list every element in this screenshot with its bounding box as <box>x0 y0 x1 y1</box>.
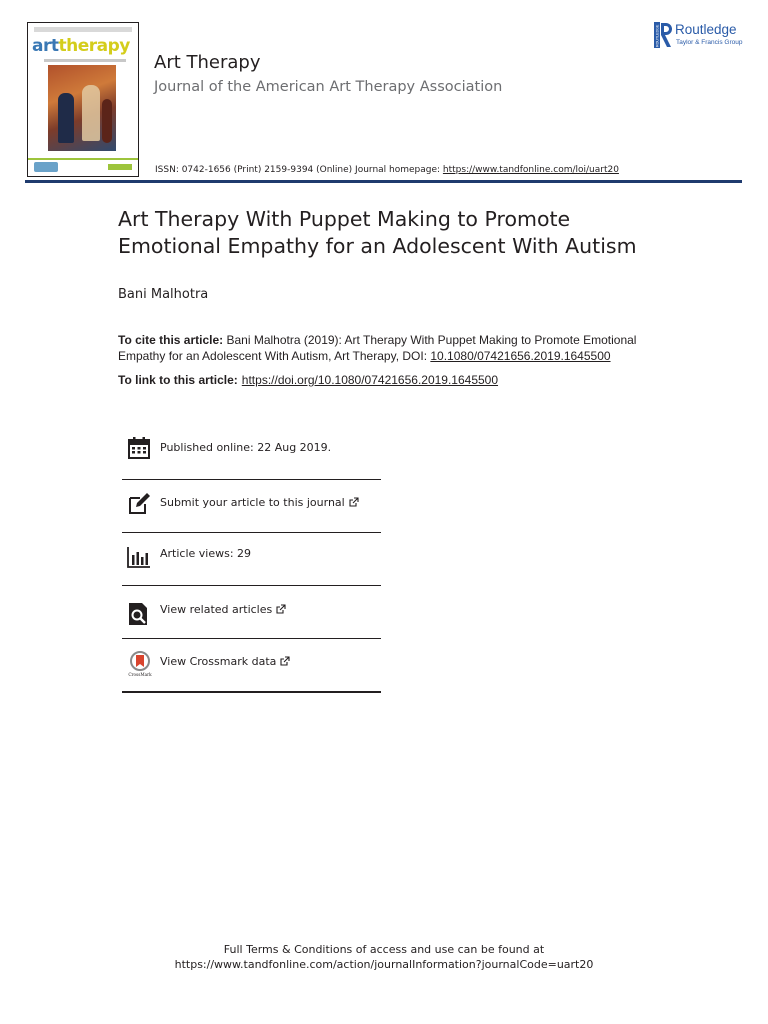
cover-masthead-therapy: therapy <box>58 36 130 56</box>
article-views: Article views: 29 <box>160 547 252 560</box>
terms-footer-url[interactable]: https://www.tandfonline.com/action/journalInformation?journalCode=uart20 <box>174 958 594 971</box>
issn-text: ISSN: 0742-1656 (Print) 2159-9394 (Online) Journal homepage: <box>155 165 443 175</box>
bar-chart-icon <box>127 545 151 569</box>
terms-footer <box>0 942 768 972</box>
crossmark-logo-text: CrossMark <box>128 672 152 677</box>
article-link-block <box>118 373 498 387</box>
article-title-line: Emotional Empathy for an Adolescent With Autism <box>118 234 637 258</box>
edit-icon <box>127 492 151 516</box>
citation-doi-link[interactable]: 10.1080/07421656.2019.1645500 <box>430 348 611 363</box>
routledge-r-icon <box>654 22 672 48</box>
cover-figure <box>102 99 112 143</box>
citation-block <box>118 333 678 364</box>
article-doi-url[interactable]: https://doi.org/10.1080/07421656.2019.1645500 <box>241 373 499 387</box>
related-row[interactable] <box>122 586 381 639</box>
views-row <box>122 533 381 586</box>
submit-article-label: Submit your article to this journal <box>160 496 345 509</box>
external-link-icon <box>276 604 286 614</box>
published-date: Published online: 22 Aug 2019. <box>160 441 332 454</box>
journal-title: Art Therapy <box>154 52 261 73</box>
cover-sub-strip <box>44 59 126 62</box>
published-row <box>122 427 381 480</box>
article-title-line: Art Therapy With Puppet Making to Promote <box>118 207 571 231</box>
crossmark-row[interactable] <box>122 639 381 693</box>
submit-row[interactable] <box>122 480 381 533</box>
cover-association-logo <box>34 162 58 172</box>
publisher-name: Routledge <box>675 22 737 37</box>
calendar-icon <box>127 436 151 460</box>
article-title <box>118 206 718 260</box>
journal-cover-image <box>27 22 139 177</box>
crossmark-icon <box>127 651 153 677</box>
header-divider <box>25 180 742 183</box>
external-link-icon <box>280 656 290 666</box>
external-link-icon <box>349 497 359 507</box>
article-author: Bani Malhotra <box>118 287 209 302</box>
cover-painting <box>48 65 116 151</box>
related-articles-link[interactable] <box>160 603 286 616</box>
citation-label: To cite this article: <box>118 333 224 347</box>
article-info-list <box>122 427 381 693</box>
journal-homepage-link[interactable]: https://www.tandfonline.com/loi/uart20 <box>442 165 619 175</box>
related-articles-label: View related articles <box>160 603 273 616</box>
article-link-label: To link to this article: <box>118 373 238 387</box>
publisher-tagline: Taylor & Francis Group <box>676 39 743 46</box>
cover-masthead <box>32 36 134 56</box>
cover-figure <box>58 93 74 143</box>
issn-line <box>155 165 619 175</box>
crossmark-link[interactable] <box>160 655 290 668</box>
cover-masthead-art: art <box>32 36 59 56</box>
publisher-logo <box>654 22 754 50</box>
search-document-icon <box>127 602 151 626</box>
routledge-spine-text: ROUTLEDGE <box>655 24 660 47</box>
cover-figure <box>82 85 100 141</box>
cover-bottom-bar <box>28 158 138 176</box>
cover-top-strip <box>34 27 132 32</box>
cover-publisher-mark <box>108 164 132 170</box>
terms-footer-text: Full Terms & Conditions of access and use can be found at <box>223 943 545 956</box>
crossmark-label: View Crossmark data <box>160 655 277 668</box>
journal-subtitle: Journal of the American Art Therapy Association <box>154 79 503 95</box>
citation-text: Bani Malhotra (2019): Art Therapy With Puppet Making to Promote Emotional Empathy for an Adolescent With Autism, Art Therapy, DOI: <box>118 333 637 363</box>
submit-article-link[interactable] <box>160 496 359 509</box>
